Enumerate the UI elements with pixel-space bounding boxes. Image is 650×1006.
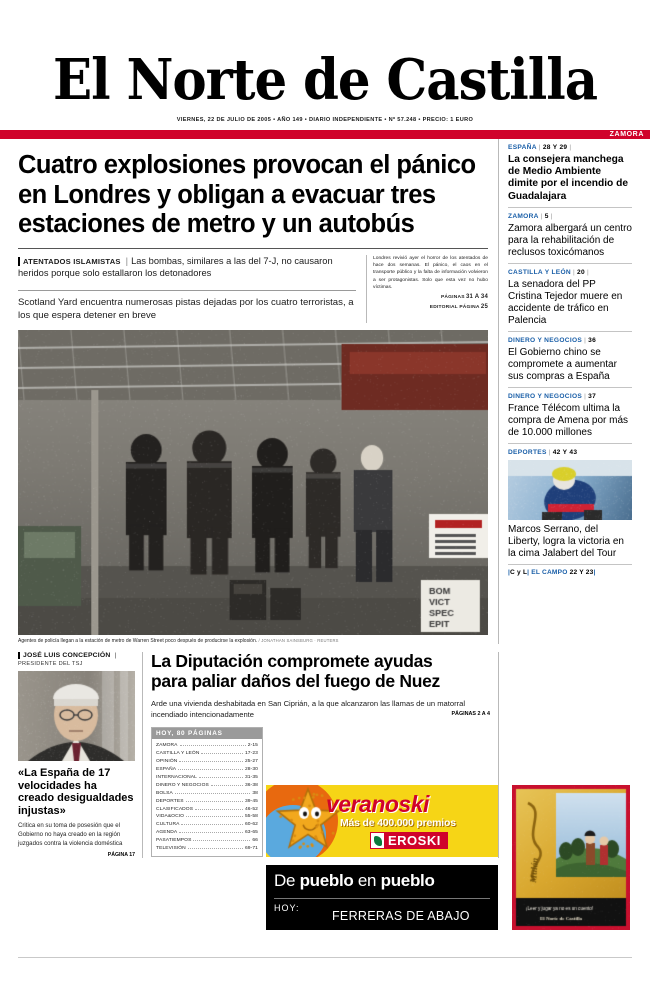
index-row[interactable] (156, 837, 258, 845)
opinion-ref: PÁGINA 17 (107, 851, 135, 858)
lead-ref-editorial (373, 303, 488, 312)
sidebar-section-name: DEPORTES (508, 448, 547, 456)
divider (18, 290, 356, 291)
index-row-name: INTERNACIONAL (156, 774, 197, 780)
diputacion-deck: Arde una vivienda deshabitada en San Ciprián, a la que alcanzaron las llamas de un matorral incendiado intencionadamente (151, 699, 466, 720)
sidebar-item-zamora[interactable] (508, 207, 632, 263)
lead-headline-line-3: estaciones de metro y un autobús (18, 210, 415, 239)
divider (18, 957, 632, 958)
ad-de-pueblo-en-pueblo[interactable] (266, 865, 498, 930)
opinion-body: Critica en su toma de posesión que el Gobierno no haya creado en la región juzgados contra la violencia doméstica (18, 822, 123, 847)
lead-ref-pages-value: 31 A 34 (466, 293, 488, 300)
index-row-pages: 31-35 (244, 774, 258, 780)
sidebar-footer-section: EL CAMPO (531, 568, 568, 576)
lead-kicker-block (18, 255, 366, 323)
ad-pueblo-title-b: pueblo (299, 871, 354, 890)
index-row-pages: 60-62 (244, 822, 258, 828)
index-row-name: ESPAÑA (156, 766, 177, 772)
diputacion-ref-label: PÁGINAS (451, 711, 477, 718)
sidebar-section-pages: 42 Y 43 (552, 448, 578, 456)
index-row-name: ZAMORA (156, 743, 178, 749)
edition-label: ZAMORA (609, 131, 644, 138)
sidebar-headline: La senadora del PP Cristina Tejedor muere en accidente de tráfico en Palencia (508, 278, 623, 326)
lead-kicker: ATENTADOS ISLAMISTAS | Las bombas, similares a las del 7-J, no causaron heridos porque solo estallaron los detonadores (18, 255, 333, 279)
diputacion-headline (151, 652, 490, 692)
sidebar-section-name: DINERO Y NEGOCIOS (508, 336, 583, 344)
index-row-dots (186, 798, 243, 802)
sidebar-section-pages: 37 (588, 392, 597, 400)
sidebar-footer-cyl: C y L (510, 568, 528, 576)
index-row-name: DINERO Y NEGOCIOS (156, 782, 209, 788)
lead-deck: Scotland Yard encuentra numerosas pistas dejadas por los cuatro terroristas, a los que espera detener en breve (18, 296, 354, 322)
index-row-dots (195, 806, 243, 810)
ad-veranoski[interactable] (266, 785, 498, 857)
ad-pueblo-title (274, 871, 435, 891)
divider (18, 248, 488, 249)
ad-pueblo-title-d: pueblo (380, 871, 435, 890)
sidebar-section-label: DEPORTES | 42 Y 43 (508, 448, 578, 456)
index-row-dots (193, 837, 250, 841)
ad-veranoski-claim: Más de 400.000 premios (340, 817, 456, 829)
diputacion-ref-value: 2 A 4 (477, 711, 490, 718)
ad-veranoski-sponsor: EROSKI (370, 832, 448, 849)
masthead-dateline: VIERNES, 22 DE JULIO DE 2005 • AÑO 149 • DIARIO INDEPENDIENTE • Nº 57.248 • PRECIO: 1 EURO (176, 117, 474, 123)
lead-brief-text: Londres revivió ayer el horror de los atentados de hace dos semanas. El pánico, el caos en el transporte público y la falta de información volvieron a ser protagonistas. Solo que esta vez no hubo víctimas. (373, 255, 488, 291)
ad-pueblo-title-a: De (274, 871, 300, 890)
sidebar-headline: France Télécom ultima la compra de Amena por más de 10.000 millones (508, 402, 629, 438)
ad-pueblo-title-c: en (353, 871, 381, 890)
index-row-pages: 17-23 (244, 750, 258, 756)
lead-kicker-row (18, 255, 488, 323)
lead-ref-pages-label: PÁGINAS (440, 294, 465, 300)
index-title: HOY, 80 PÁGINAS (152, 728, 262, 739)
sidebar-item-deportes[interactable] (508, 443, 632, 564)
lead-photo-caption (18, 638, 488, 645)
index-row-dots (175, 790, 251, 794)
diputacion-headline-line-2: para paliar daños del fuego de Nuez (151, 671, 441, 692)
sidebar-section-label: DINERO Y NEGOCIOS | 37 (508, 392, 597, 400)
sidebar-section-name: ZAMORA (508, 212, 539, 220)
index-row-dots (181, 821, 243, 825)
lead-ref-editorial-value: 25 (480, 303, 488, 310)
index-row-dots (188, 845, 243, 849)
sidebar-headline: El Gobierno chino se compromete a aumentar sus compras a España (508, 346, 617, 382)
sidebar-item-espana[interactable] (508, 139, 632, 207)
caption-credit: / JONATHAN SAINSBURG · REUTERS (258, 637, 339, 643)
sidebar-column (498, 139, 632, 644)
index-row[interactable] (156, 774, 258, 782)
index-row-dots (179, 829, 243, 833)
sidebar-item-castilla-y-leon[interactable] (508, 263, 632, 331)
index-row-dots (180, 742, 246, 746)
index-row[interactable] (156, 813, 258, 821)
ad-pueblo-today-label: HOY: (274, 903, 300, 913)
index-row-pages: 38 (252, 790, 258, 796)
lead-tag: ATENTADOS ISLAMISTAS (18, 257, 121, 266)
sidebar-section-name: ESPAÑA (508, 144, 537, 151)
sidebar-section-label: ESPAÑA | 28 Y 29 | (508, 144, 572, 151)
sidebar-section-pages: 5 (544, 212, 549, 220)
diputacion-headline-line-1: La Diputación compromete ayudas (151, 651, 433, 672)
ad-disney-mulan[interactable] (512, 785, 630, 930)
index-row-name: CULTURA (156, 822, 180, 828)
sidebar-section-label: DINERO Y NEGOCIOS | 36 (508, 336, 597, 344)
index-row-pages: 66 (252, 838, 258, 844)
lead-ref-editorial-label: EDITORIAL PÁGINA (429, 304, 480, 310)
opinion-person-name: JOSÉ LUIS CONCEPCIÓN | (18, 652, 135, 659)
lead-kicker-text: Las bombas, similares a las del 7-J, no causaron heridos porque solo estallaron los detonadores (18, 255, 333, 279)
index-row-name: BOLSA (156, 790, 173, 796)
index-row-pages: 39-45 (244, 798, 258, 804)
index-row[interactable] (156, 821, 258, 829)
opinion-name-text: JOSÉ LUIS CONCEPCIÓN (23, 652, 111, 660)
index-row-pages: 63-65 (244, 830, 258, 836)
index-row-dots (179, 758, 243, 762)
divider (274, 898, 490, 899)
ads-block (266, 785, 632, 923)
index-row[interactable] (156, 790, 258, 798)
sidebar-section-name: DINERO Y NEGOCIOS (508, 392, 583, 400)
index-row-name: VIDA&OCIO (156, 814, 185, 820)
eroski-logo-icon (370, 832, 385, 849)
ad-pueblo-town: FERRERAS DE ABAJO (332, 909, 470, 923)
opinion-column[interactable] (18, 652, 142, 858)
sidebar-footer-pages: 22 Y 23 (569, 568, 594, 576)
lead-headline (18, 151, 488, 240)
ad-veranoski-brand: veranoski (326, 791, 429, 817)
index-row-name: AGENDA (156, 830, 178, 836)
caption-text: Agentes de policía llegan a la estación de metro de Warren Street poco después de producirse la explosión. (18, 637, 258, 644)
index-row-pages: 46-52 (244, 806, 258, 812)
index-row-dots (211, 782, 243, 786)
index-row-dots (201, 750, 243, 754)
index-row-name: OPINIÓN (156, 758, 178, 764)
index-row[interactable] (156, 758, 258, 766)
index-row[interactable] (156, 766, 258, 774)
lead-brief (366, 255, 488, 323)
index-row[interactable] (156, 750, 258, 758)
opinion-quote: «La España de 17 velocidades ha creado desigualdades injustas» (18, 767, 134, 817)
masthead-title: El Norte de Castilla (52, 47, 598, 113)
top-columns (0, 139, 650, 644)
opinion-person-role: PRESIDENTE DEL TSJ (18, 661, 83, 668)
sidebar-section-label: ZAMORA | 5 | (508, 212, 553, 220)
index-row[interactable] (156, 782, 258, 790)
lead-ref-pages (373, 293, 488, 302)
lead-headline-line-2: en Londres y obligan a evacuar tres (18, 180, 436, 209)
sidebar-section-name: CASTILLA Y LEÓN (508, 268, 571, 276)
masthead (0, 0, 650, 123)
lead-headline-line-1: Cuatro explosiones provocan el pánico (18, 151, 476, 179)
sidebar-headline: Marcos Serrano, del Liberty, logra la victoria en la cima Jalabert del Tour (508, 523, 624, 559)
sidebar-headline: Zamora albergará un centro para la rehabilitación de reclusos toxicómanos (508, 222, 632, 258)
sidebar-item-dinero-negocios-37[interactable] (508, 387, 632, 443)
index-row-pages: 55-58 (244, 814, 258, 820)
sidebar-photo-cycling (508, 460, 632, 520)
sidebar-section-pages: 28 Y 29 (542, 144, 568, 151)
index-row-pages: 2-15 (247, 743, 258, 749)
lead-photo (18, 330, 488, 635)
main-column (18, 139, 498, 644)
index-row-dots (178, 766, 243, 770)
lead-photo-wrap (18, 330, 488, 645)
index-row-dots (186, 813, 243, 817)
index-row[interactable] (156, 806, 258, 814)
index-list (152, 739, 262, 856)
index-row[interactable] (156, 798, 258, 806)
edition-bar (0, 130, 650, 139)
opinion-portrait (18, 671, 135, 761)
index-row[interactable] (156, 845, 258, 853)
index-row[interactable] (156, 829, 258, 837)
sidebar-footer-el-campo[interactable]: |C y L| EL CAMPO 22 Y 23| (508, 564, 632, 578)
index-row-pages: 69-71 (244, 846, 258, 852)
sidebar-section-pages: 20 (577, 268, 585, 276)
index-row-pages: 25-27 (244, 758, 258, 764)
index-row-name: DEPORTES (156, 798, 184, 804)
sidebar-item-dinero-negocios-36[interactable] (508, 331, 632, 387)
sidebar-headline: La consejera manchega de Medio Ambiente dimite por el incendio de Guadalajara (508, 154, 629, 202)
index-row-name: TELEVISIÓN (156, 846, 186, 852)
index-row[interactable] (156, 742, 258, 750)
sidebar-section-pages: 36 (588, 336, 597, 344)
index-row-dots (199, 774, 243, 778)
index-row-name: PASATIEMPOS (156, 838, 192, 844)
index-row-name: CLASIFICADOS (156, 806, 194, 812)
index-box (151, 727, 263, 857)
sidebar-section-label: CASTILLA Y LEÓN | 20 | (508, 268, 589, 276)
index-row-pages: 28-30 (244, 766, 258, 772)
index-row-pages: 36-38 (244, 782, 258, 788)
index-row-name: CASTILLA Y LEÓN (156, 750, 200, 756)
